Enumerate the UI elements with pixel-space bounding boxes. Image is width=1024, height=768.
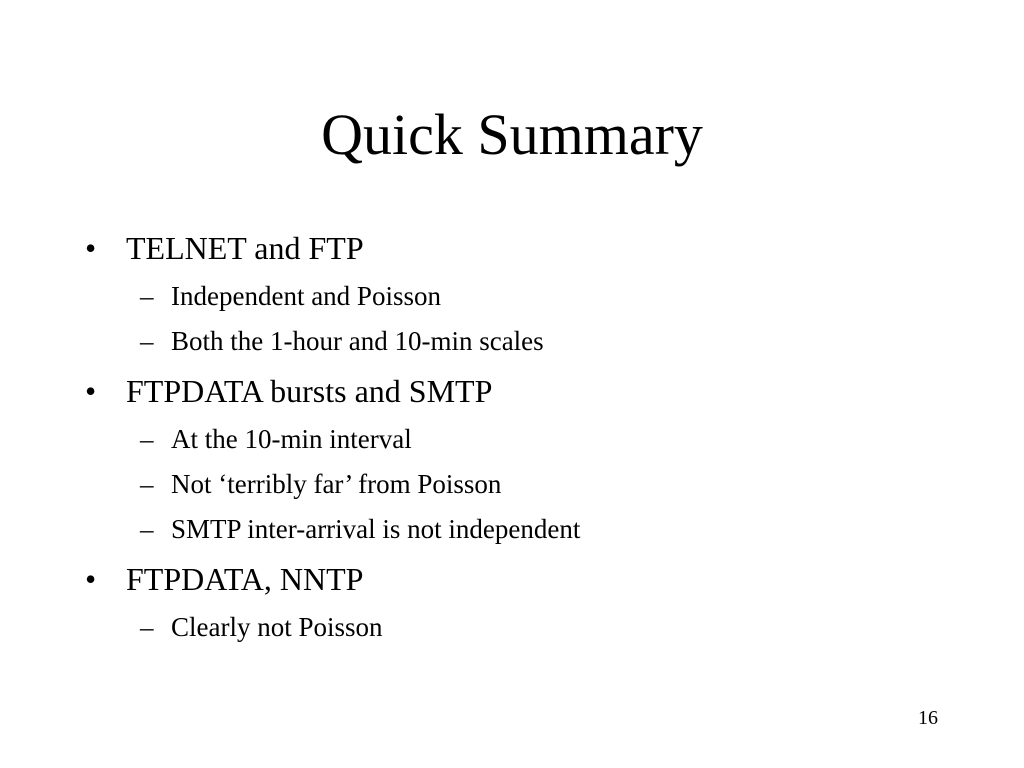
sub-bullet-text: Not ‘terribly far’ from Poisson xyxy=(171,469,502,499)
sub-bullet-marker: – xyxy=(140,469,154,499)
sub-bullet-text: SMTP inter-arrival is not independent xyxy=(171,514,581,544)
sub-bullet-text: Independent and Poisson xyxy=(171,281,441,311)
sub-bullet-marker: – xyxy=(140,612,154,642)
bullet-text: FTPDATA, NNTP xyxy=(126,561,364,597)
slide-title: Quick Summary xyxy=(321,102,703,167)
bullet-marker: • xyxy=(85,561,97,597)
sub-bullet-marker: – xyxy=(140,424,154,454)
sub-bullet-marker: – xyxy=(140,514,154,544)
sub-bullet-text: Both the 1-hour and 10-min scales xyxy=(171,326,544,356)
page-number: 16 xyxy=(918,707,938,729)
sub-bullet-marker: – xyxy=(140,326,154,356)
bullet-text: TELNET and FTP xyxy=(126,230,364,266)
sub-bullet-marker: – xyxy=(140,281,154,311)
sub-bullet-text: Clearly not Poisson xyxy=(171,612,383,642)
bullet-text: FTPDATA bursts and SMTP xyxy=(126,373,493,409)
bullet-marker: • xyxy=(85,230,97,266)
bullet-marker: • xyxy=(85,373,97,409)
sub-bullet-text: At the 10-min interval xyxy=(171,424,412,454)
